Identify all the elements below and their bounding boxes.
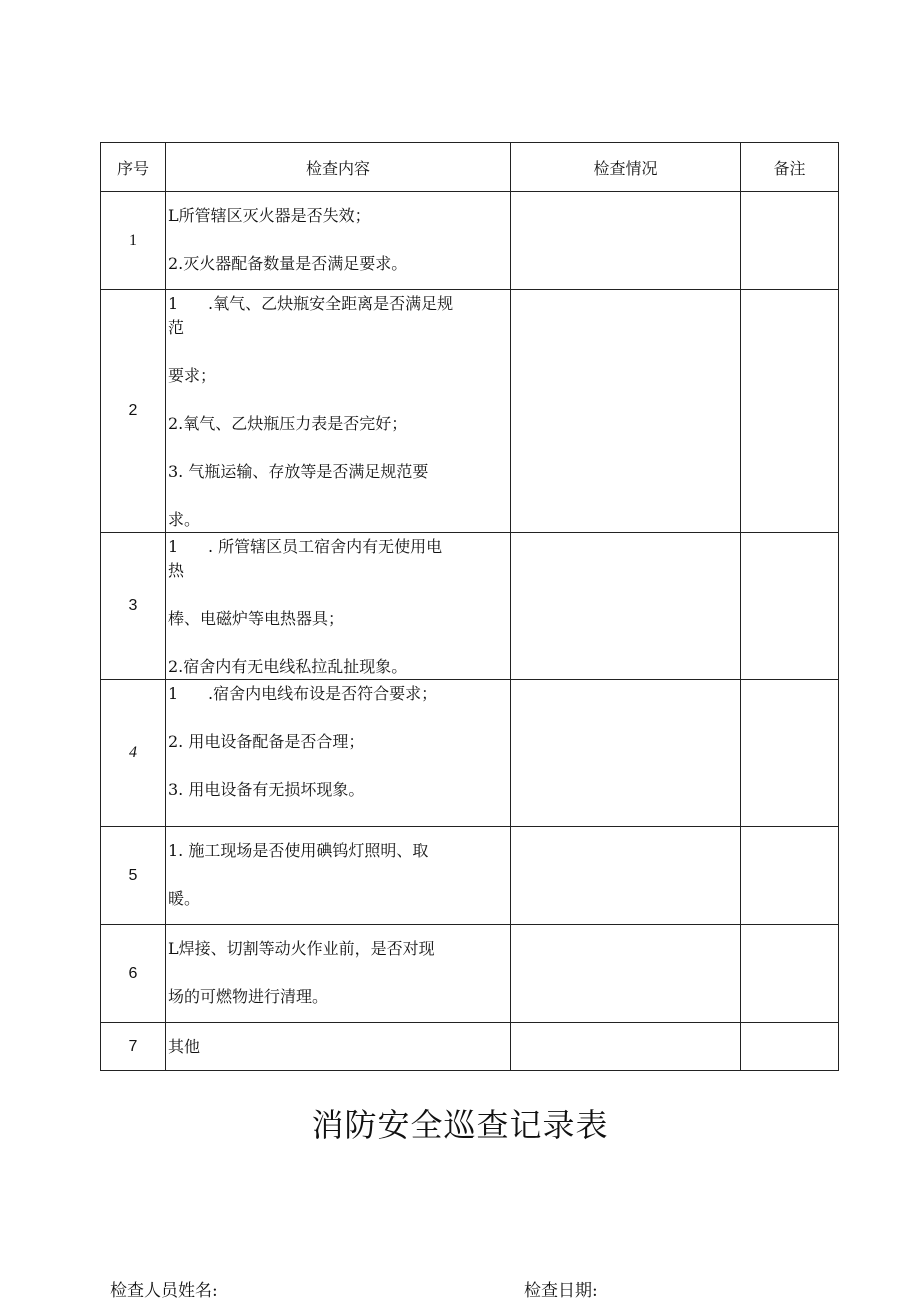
status-cell[interactable] [511, 827, 741, 925]
header-status: 检查情况 [511, 143, 741, 192]
row-number: 7 [101, 1023, 166, 1071]
remark-cell[interactable] [741, 827, 839, 925]
status-cell[interactable] [511, 290, 741, 533]
content-line: L所管辖区灭火器是否失效； [168, 206, 371, 225]
table-row [101, 533, 839, 680]
content-line: 3. 用电设备有无损坏现象。 [168, 780, 365, 799]
row-content [166, 1023, 511, 1071]
table-row [101, 192, 839, 290]
content-line: .宿舍内电线布设是否符合要求； [208, 684, 438, 703]
header-remark: 备注 [741, 143, 839, 192]
status-cell[interactable] [511, 1023, 741, 1071]
remark-cell[interactable] [741, 192, 839, 290]
inspection-date-label: 检查日期: [524, 1281, 598, 1301]
content-line: 3. 气瓶运输、存放等是否满足规范要 [168, 462, 429, 481]
table-row [101, 1023, 839, 1071]
content-line: 2. 用电设备配备是否合理； [168, 732, 365, 751]
table-row [101, 680, 839, 827]
content-line: 场的可燃物进行清理。 [168, 987, 329, 1006]
row-number: 3 [101, 533, 166, 680]
remark-cell[interactable] [741, 533, 839, 680]
row-number: 5 [101, 827, 166, 925]
inspector-name-label: 检查人员姓名: [110, 1281, 218, 1301]
content-line: 求。 [168, 510, 201, 529]
row-number: 6 [101, 925, 166, 1023]
table-row [101, 925, 839, 1023]
status-cell[interactable] [511, 192, 741, 290]
header-content: 检查内容 [166, 143, 511, 192]
content-line: 其他 [168, 1036, 201, 1056]
table-row [101, 827, 839, 925]
content-line: 范 [168, 318, 185, 337]
remark-cell[interactable] [741, 925, 839, 1023]
status-cell[interactable] [511, 925, 741, 1023]
remark-cell[interactable] [741, 290, 839, 533]
remark-cell[interactable] [741, 680, 839, 827]
content-line: 棒、电磁炉等电热器具； [168, 609, 345, 628]
row-number: 2 [101, 290, 166, 533]
content-line: .氧气、乙炔瓶安全距离是否满足规 [208, 294, 454, 313]
row-content [166, 925, 511, 1023]
content-line: 1 [168, 684, 179, 703]
row-content [166, 680, 511, 827]
header-row [101, 143, 839, 192]
inspection-table [100, 142, 839, 1071]
content-line: 2.灭火器配备数量是否满足要求。 [168, 254, 408, 273]
page-title: 消防安全巡查记录表 [311, 1106, 609, 1144]
content-line: L焊接、切割等动火作业前，是否对现 [168, 939, 435, 958]
content-line: 要求； [168, 366, 217, 385]
content-line: 1. 施工现场是否使用碘钨灯照明、取 [168, 841, 429, 860]
remark-cell[interactable] [741, 1023, 839, 1071]
status-cell[interactable] [511, 533, 741, 680]
content-line: . 所管辖区员工宿舍内有无使用电 [208, 537, 443, 556]
content-line: 暖。 [168, 889, 201, 908]
row-number: 1 [101, 192, 166, 290]
content-line: 1 [168, 294, 179, 313]
row-number: 4 [101, 680, 166, 827]
content-line: 2.宿舍内有无电线私拉乱扯现象。 [168, 657, 408, 676]
content-line: 1 [168, 537, 179, 556]
content-line: 热 [168, 561, 185, 580]
header-no: 序号 [101, 143, 166, 192]
status-cell[interactable] [511, 680, 741, 827]
table-row [101, 290, 839, 533]
content-line: 2.氧气、乙炔瓶压力表是否完好； [168, 414, 408, 433]
row-content [166, 533, 511, 680]
row-content [166, 192, 511, 290]
row-content [166, 827, 511, 925]
row-content [166, 290, 511, 533]
